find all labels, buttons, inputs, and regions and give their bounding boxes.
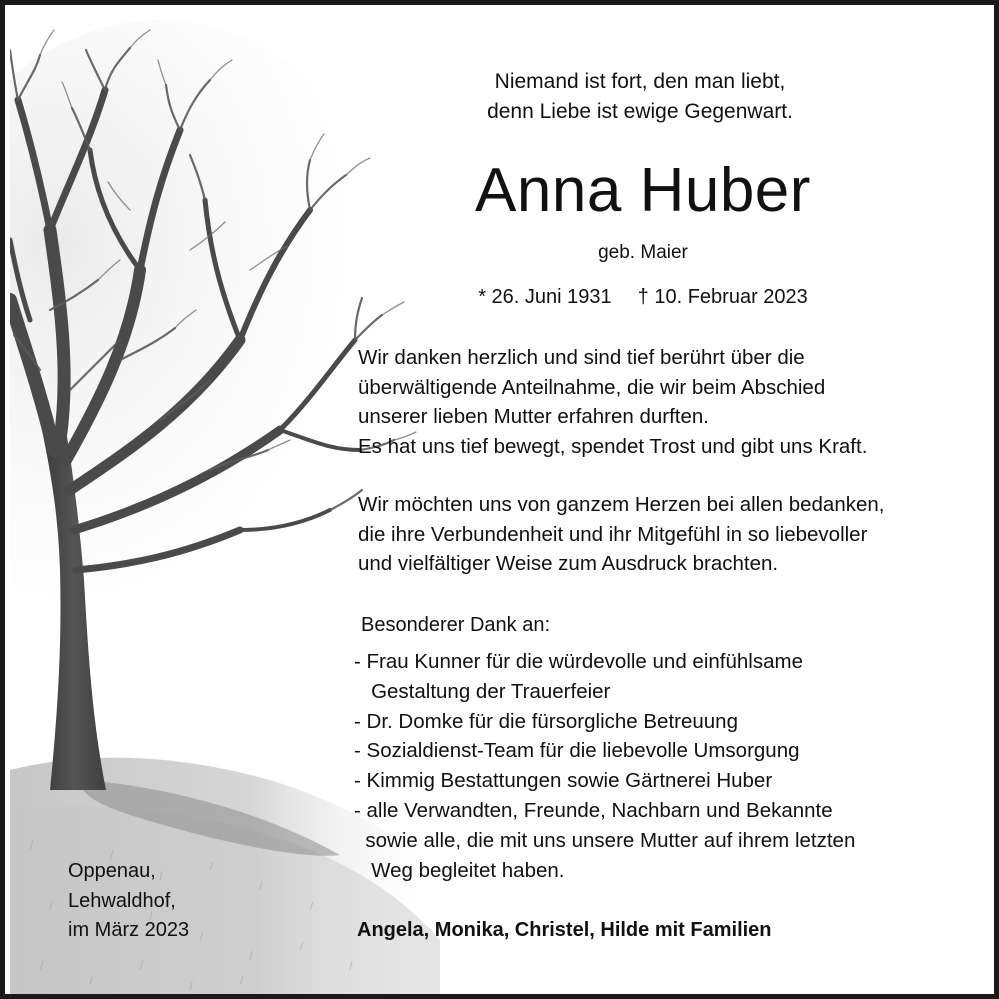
death-date: † 10. Februar 2023 [637, 286, 808, 308]
place-and-date [68, 857, 189, 946]
birth-date: * 26. Juni 1931 [478, 286, 612, 308]
paragraph-line: Wir möchten uns von ganzem Herzen bei allen bedanken, [358, 493, 885, 516]
paragraph-line: Wir danken herzlich und sind tief berührt über die [358, 346, 805, 369]
list-item-continuation: sowie alle, die mit uns unsere Mutter auf ihrem letzten [354, 828, 856, 852]
special-thanks-heading: Besonderer Dank an: [361, 614, 551, 636]
special-thanks-list [354, 647, 984, 885]
paragraph-line: und vielfältiger Weise zum Ausdruck brachten. [358, 552, 779, 576]
motto-line: Niemand ist fort, den man liebt, [494, 70, 786, 93]
paragraph-line: die ihre Verbundenheit und ihr Mitgefühl in so liebevoller [358, 522, 868, 546]
list-item: - alle Verwandten, Freunde, Nachbarn und Bekannte [354, 798, 833, 822]
list-item-continuation: Weg begleitet haben. [354, 858, 565, 882]
paragraph-line: überwältigende Anteilnahme, die wir beim Abschied [358, 375, 826, 399]
birth-name: geb. Maier [598, 242, 688, 263]
life-dates [405, 283, 881, 311]
paragraph-line: Es hat uns tief bewegt, spendet Trost und gibt uns Kraft. [358, 435, 868, 459]
list-item: - Frau Kunner für die würdevolle und einfühlsame [354, 650, 803, 673]
thanks-paragraph-1 [358, 343, 978, 462]
list-item: - Kimmig Bestattungen sowie Gärtnerei Huber [354, 769, 773, 793]
place-line: im März 2023 [68, 919, 190, 941]
list-item: - Dr. Domke für die fürsorgliche Betreuung [354, 709, 738, 733]
motto-line: denn Liebe ist ewige Gegenwart. [487, 100, 793, 123]
motto-quote [405, 67, 875, 127]
list-item: - Sozialdienst-Team für die liebevolle Umsorgung [354, 739, 800, 763]
paragraph-line: unserer lieben Mutter erfahren durften. [358, 405, 709, 429]
place-line: Lehwaldhof, [68, 889, 176, 912]
family-signature: Angela, Monika, Christel, Hilde mit Familien [357, 919, 772, 941]
deceased-name: Anna Huber [475, 156, 811, 225]
list-item-continuation: Gestaltung der Trauerfeier [354, 679, 611, 703]
thanks-paragraph-2 [358, 490, 978, 579]
place-line: Oppenau, [68, 860, 156, 882]
